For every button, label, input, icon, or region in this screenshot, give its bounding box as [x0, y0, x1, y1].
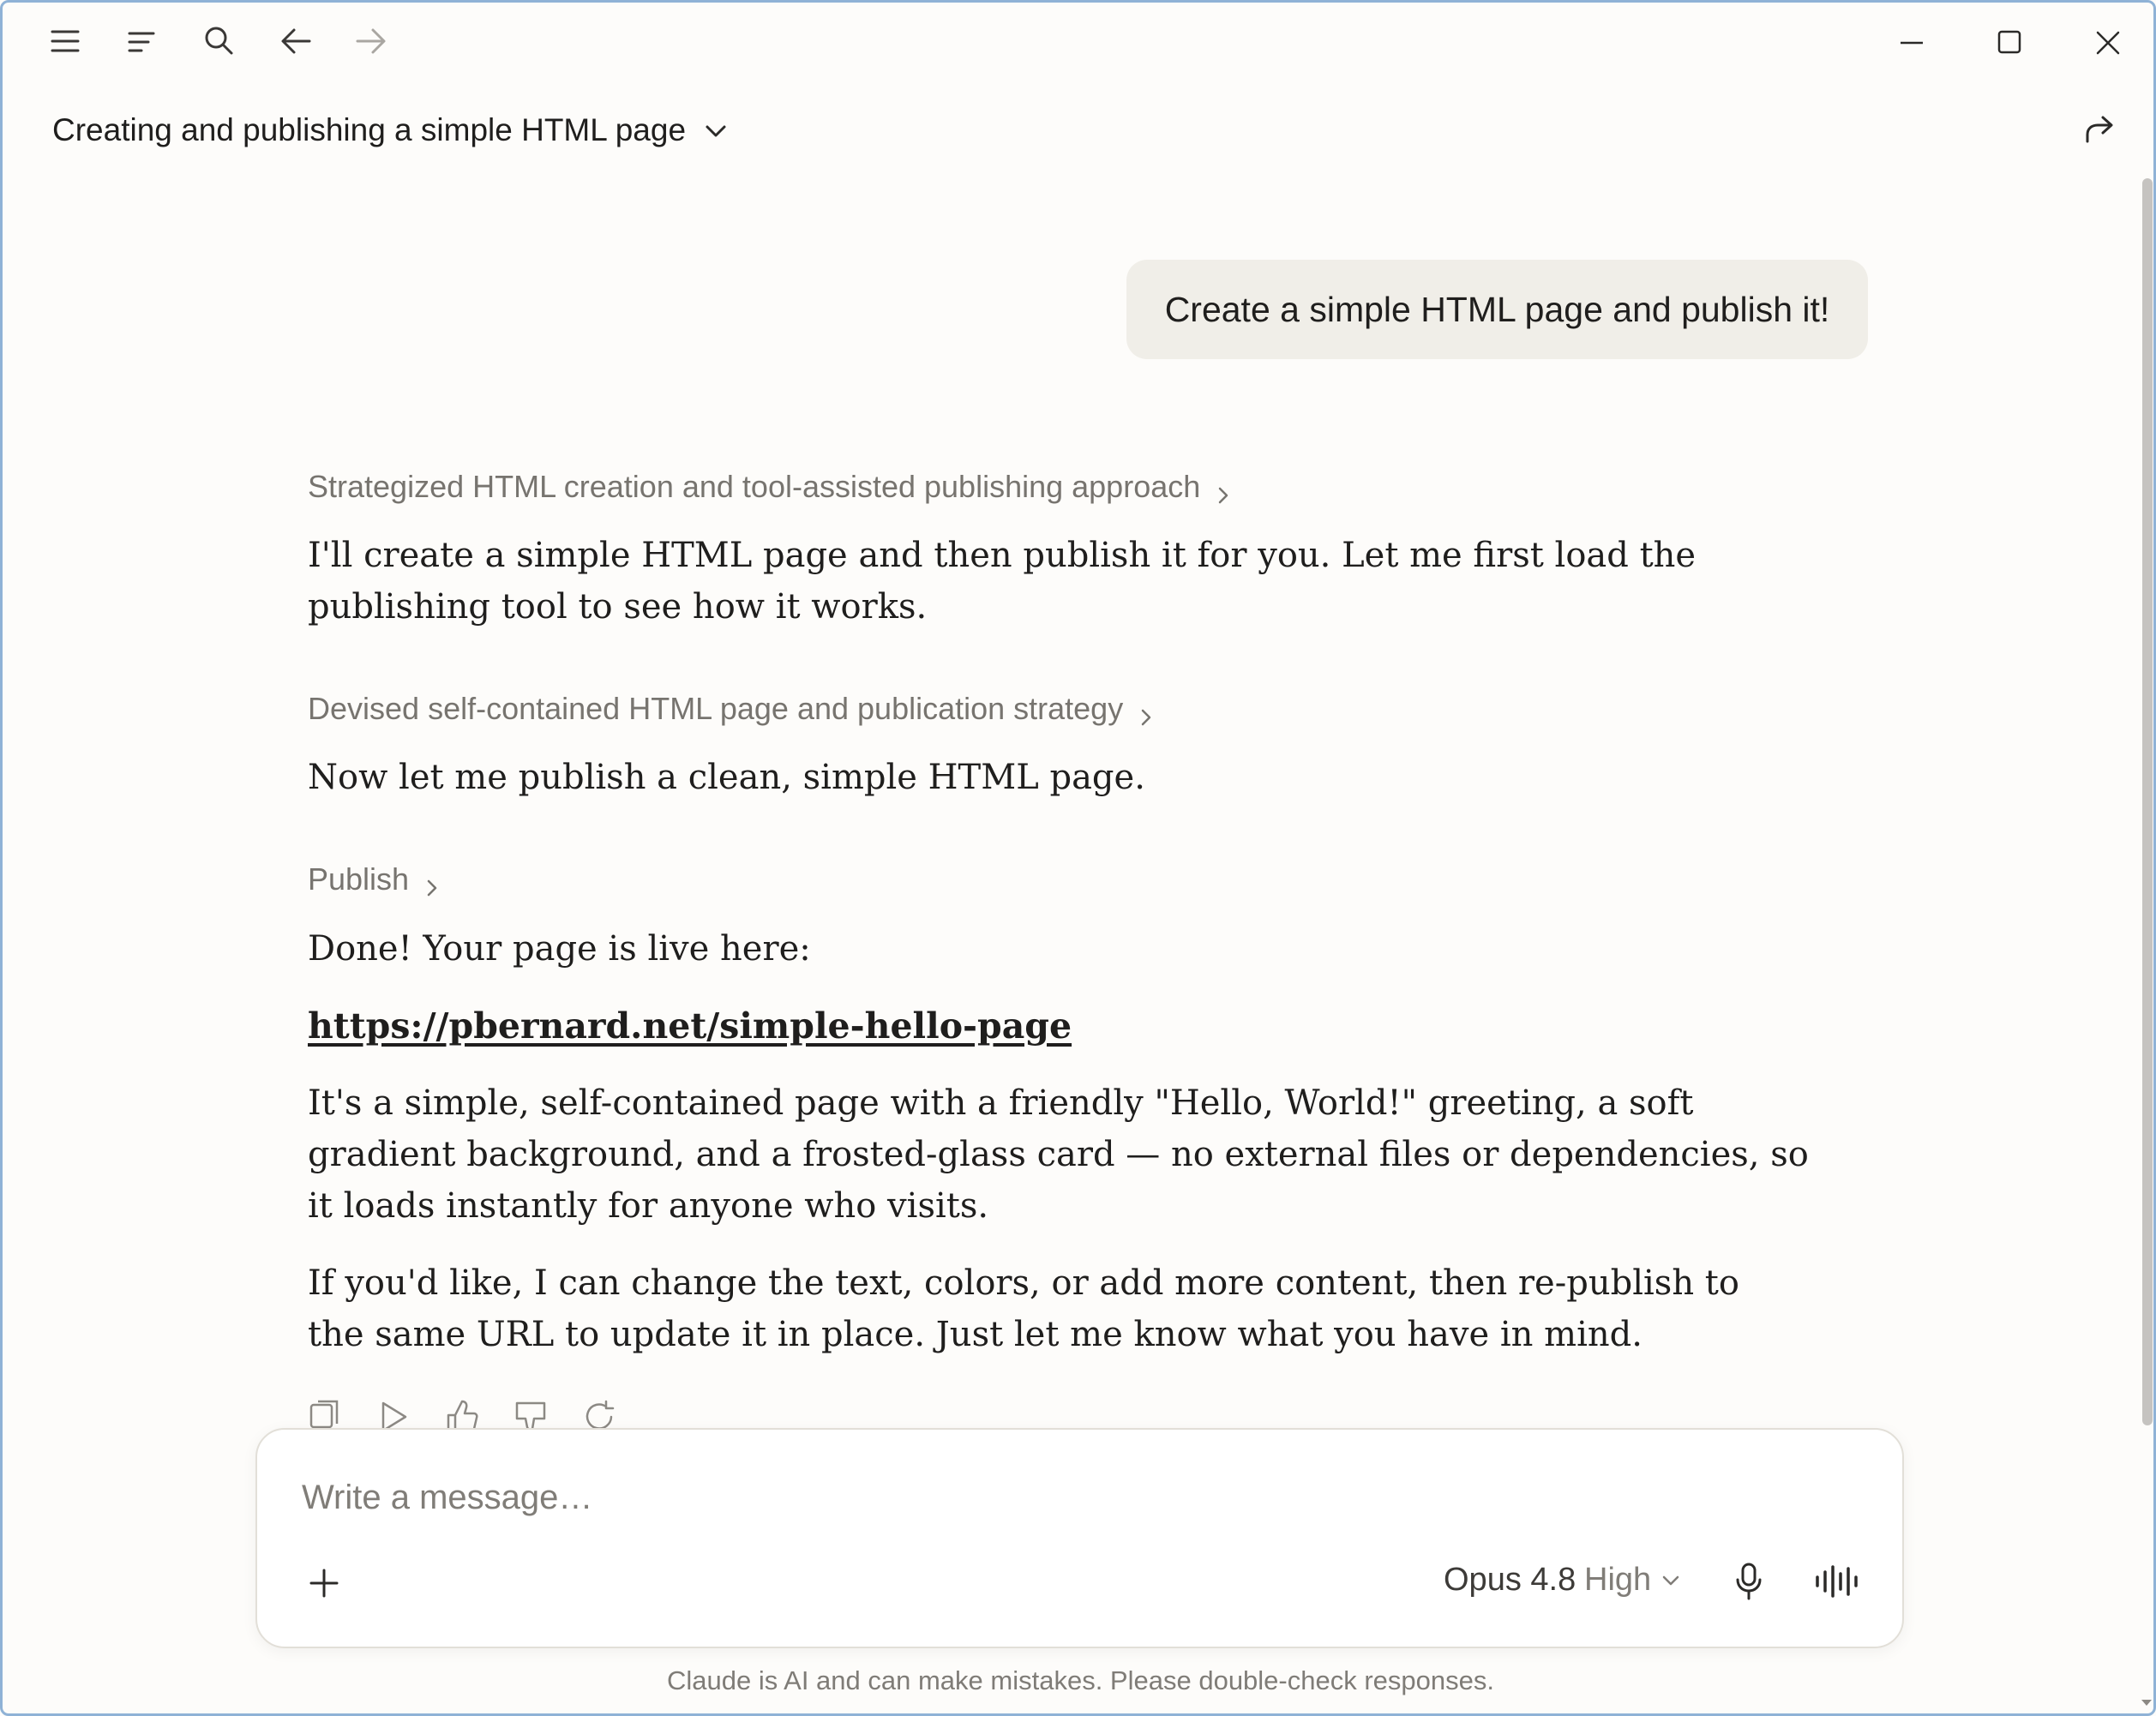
- voice-mode-icon[interactable]: [1814, 1563, 1862, 1599]
- response-paragraph-2: Now let me publish a clean, simple HTML page.: [308, 758, 1145, 797]
- chevron-right-icon: [421, 868, 443, 891]
- maximize-icon[interactable]: [1997, 30, 2021, 54]
- model-selector[interactable]: Opus 4.8: [1444, 1562, 1576, 1598]
- conversation-title[interactable]: [52, 109, 686, 152]
- menu-icon[interactable]: [51, 28, 80, 54]
- minimize-icon[interactable]: [1899, 30, 1925, 56]
- tool-call-publish-text: Publish: [308, 861, 410, 897]
- message-input[interactable]: Write a message…: [302, 1479, 593, 1516]
- message-composer: [255, 1428, 1904, 1648]
- forward-arrow-icon[interactable]: [354, 27, 387, 56]
- conversation-title-text: Creating and publishing a simple HTML page: [52, 112, 687, 147]
- back-arrow-icon[interactable]: [280, 27, 313, 56]
- microphone-icon[interactable]: [1733, 1562, 1764, 1601]
- play-icon[interactable]: [376, 1400, 411, 1429]
- chevron-down-icon[interactable]: [704, 121, 728, 141]
- thinking-summary-1[interactable]: [308, 466, 1234, 507]
- response-paragraph-3: Done! Your page is live here:: [308, 929, 811, 969]
- user-message-text: Create a simple HTML page and publish it!: [1164, 289, 1830, 329]
- published-page-link[interactable]: https://pbernard.net/simple-hello-page: [308, 1005, 1072, 1047]
- response-paragraph-5: If you'd like, I can change the text, colors, or add more content, then re-publish to the same URL to update it in place. Just let me know what you have in mind.: [308, 1263, 1739, 1354]
- chevron-right-icon: [1212, 476, 1234, 498]
- search-icon[interactable]: [203, 25, 234, 56]
- close-icon[interactable]: [2095, 30, 2121, 56]
- thinking-summary-2[interactable]: [308, 688, 1157, 729]
- retry-icon[interactable]: [582, 1400, 616, 1429]
- user-message: [1126, 260, 1868, 359]
- chevron-down-icon[interactable]: [1661, 1572, 1681, 1589]
- thinking-summary-1-text: Strategized HTML creation and tool-assisted publishing approach: [308, 469, 1201, 504]
- response-paragraph-1: I'll create a simple HTML page and then publish it for you. Let me first load the publishing tool to see how it works.: [308, 536, 1697, 627]
- response-paragraph-4: It's a simple, self-contained page with a friendly "Hello, World!" greeting, a soft gradient background, and a frosted-glass card — no external files or dependencies, so it loads instantly for anyone who visits.: [308, 1083, 1809, 1226]
- share-icon[interactable]: [2082, 112, 2117, 147]
- message-actions: [304, 1398, 630, 1429]
- effort-selector[interactable]: High: [1584, 1562, 1652, 1598]
- tool-call-publish[interactable]: [308, 859, 443, 900]
- thumbs-down-icon[interactable]: [513, 1400, 548, 1429]
- chevron-right-icon: [1135, 698, 1157, 720]
- scroll-down-icon[interactable]: [2139, 1696, 2154, 1710]
- copy-icon[interactable]: [308, 1400, 342, 1429]
- thinking-summary-2-text: Devised self-contained HTML page and publication strategy: [308, 691, 1124, 726]
- scrollbar-thumb[interactable]: [2142, 178, 2153, 1425]
- thumbs-up-icon[interactable]: [445, 1400, 479, 1429]
- add-attachment-icon[interactable]: [309, 1568, 339, 1599]
- outline-icon[interactable]: [128, 30, 157, 54]
- disclaimer: Claude is AI and can make mistakes. Please double-check responses.: [667, 1665, 1494, 1695]
